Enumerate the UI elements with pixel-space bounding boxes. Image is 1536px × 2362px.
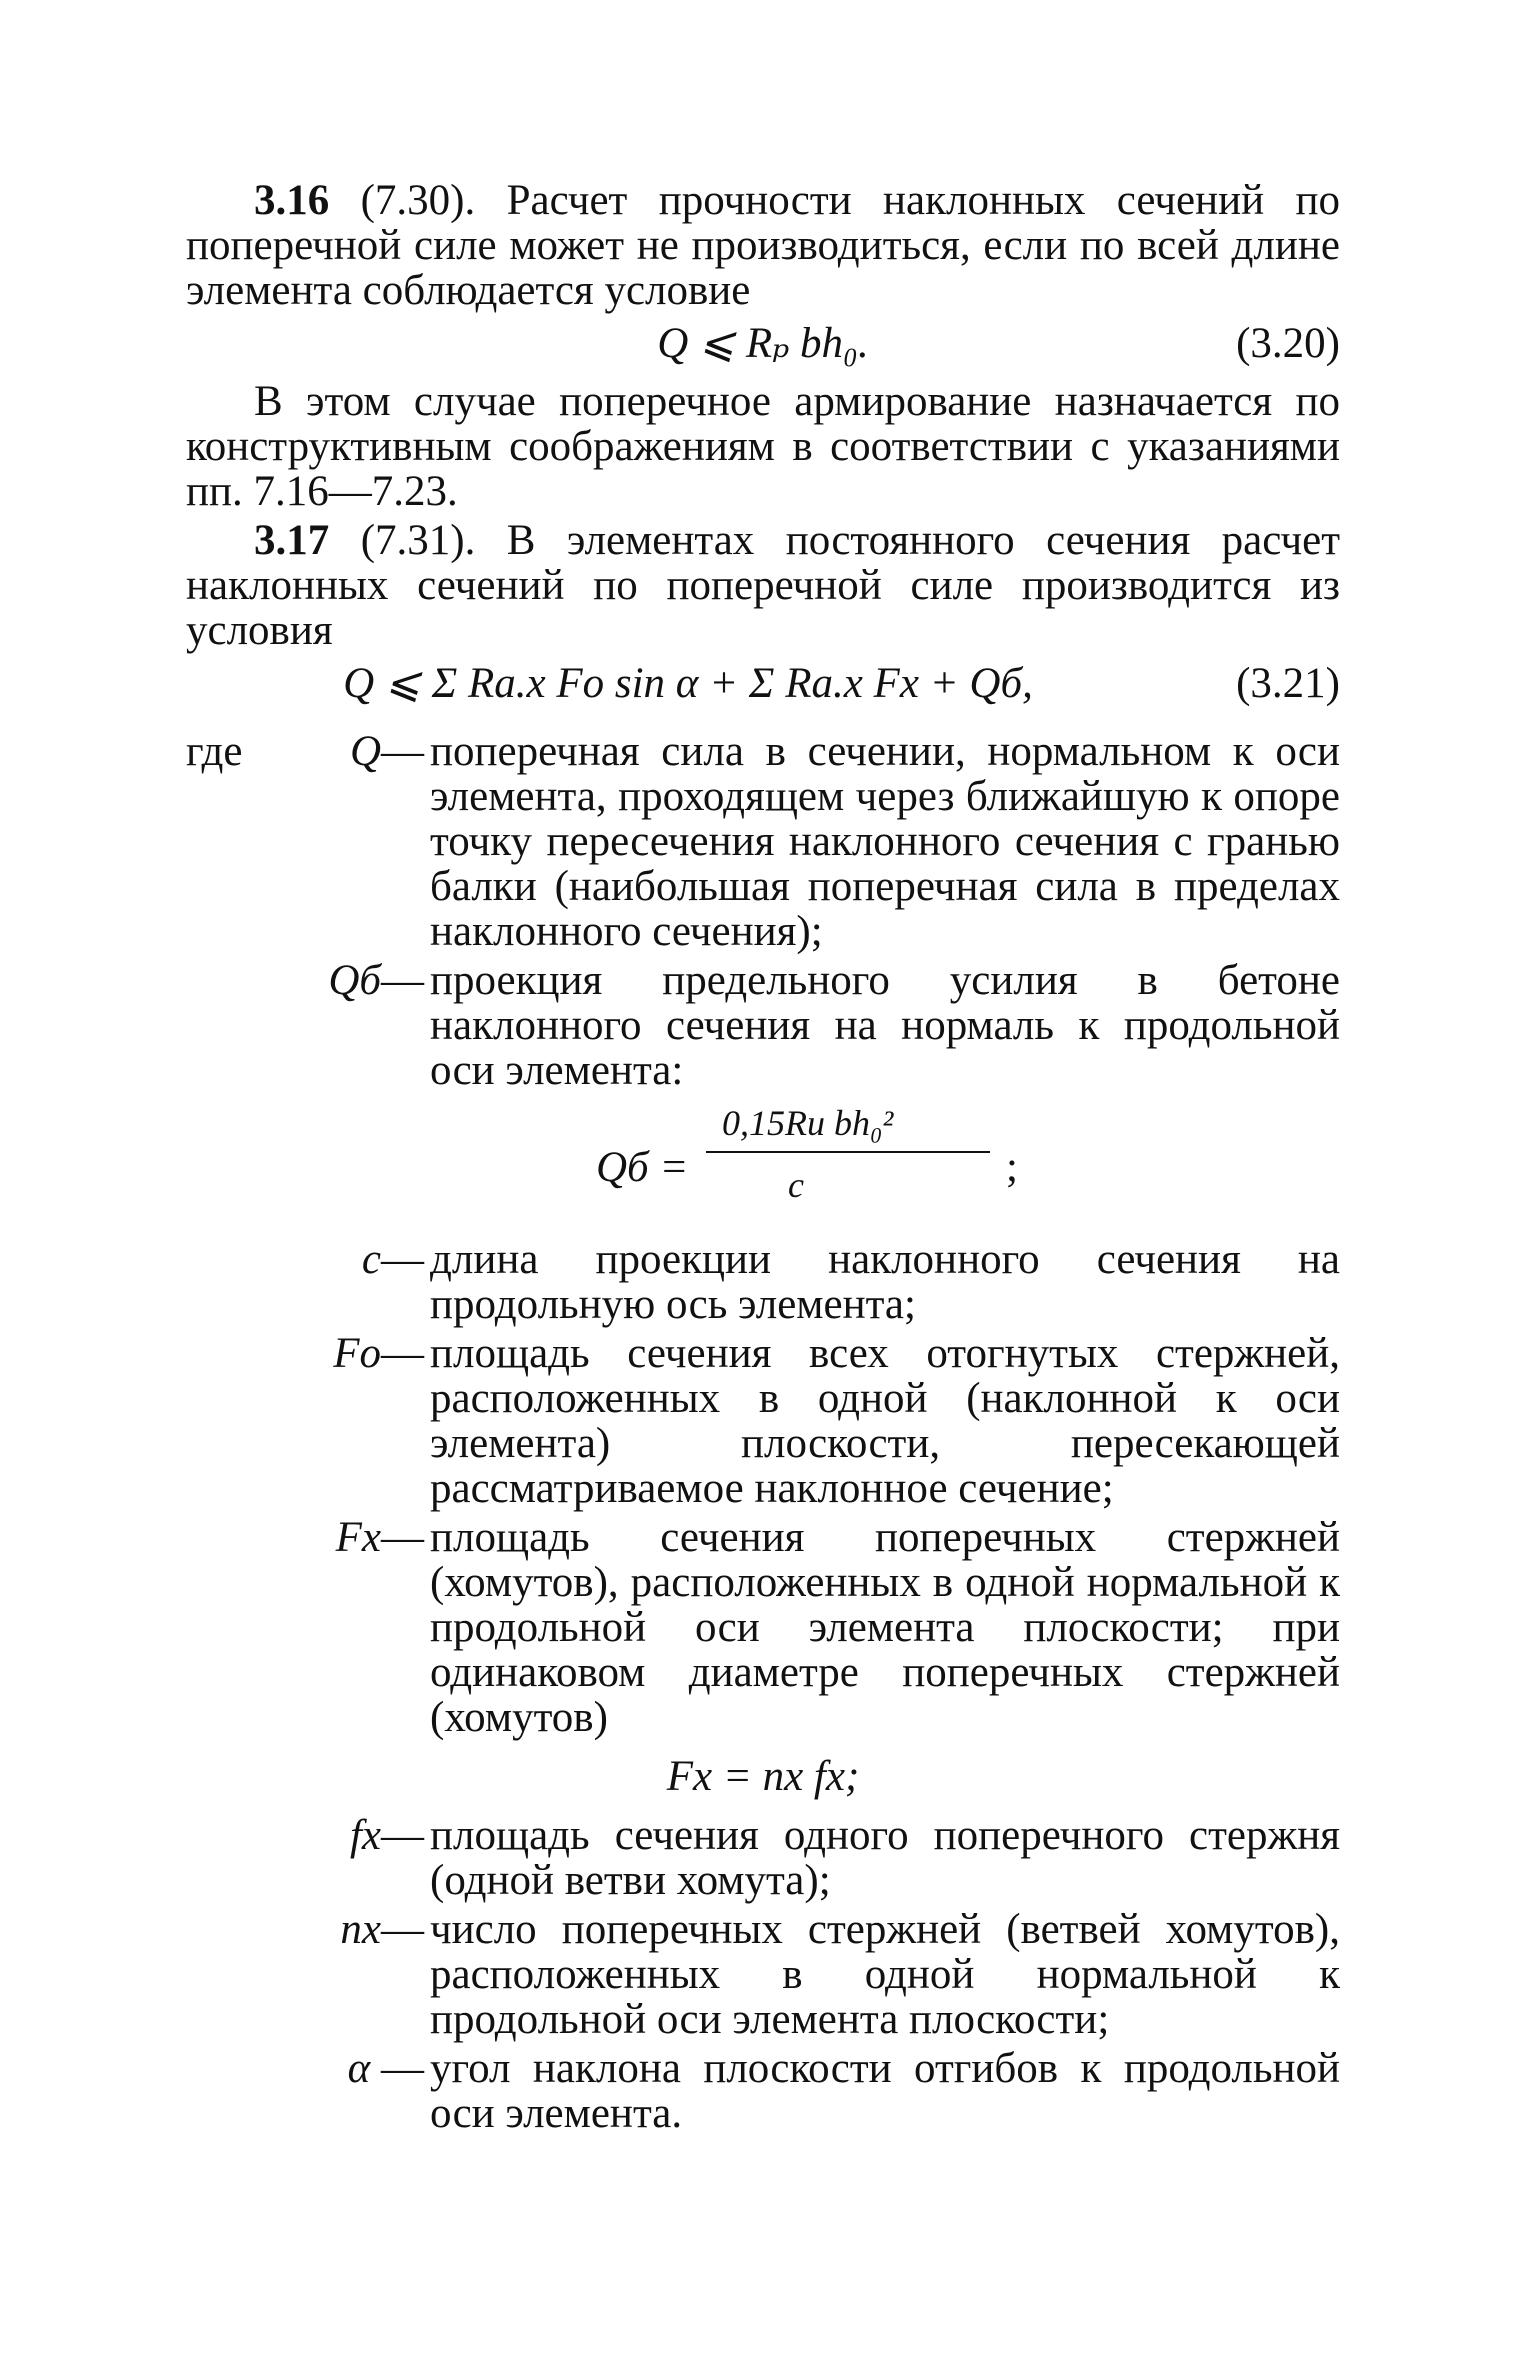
equation-formula: Q ⩽ Σ Rа.х Fо sin α + Σ Rа.х Fх + Qб,	[343, 660, 1033, 707]
definition-item	[186, 958, 1340, 1093]
paragraph-text: В элементах постоянного сечения расчет наклонных сечений по поперечной силе производится из условия	[186, 517, 1341, 654]
definition-item	[186, 1331, 1340, 1511]
definition-text: число поперечных стержней (ветвей хомутов), расположенных в одной нормальной к продольной оси элемента плоскости;	[430, 1906, 1340, 2043]
equation-3-20	[186, 321, 1340, 375]
definition-symbol: fх—	[349, 1812, 424, 1859]
definition-item	[186, 1515, 1340, 1740]
section-number: 3.17	[254, 517, 330, 564]
definitions-list	[186, 729, 1340, 2136]
definition-symbol: c—	[361, 1236, 424, 1283]
fraction-bar	[706, 1151, 990, 1153]
document-page	[186, 178, 1340, 2140]
qb-numerator: 0,15Rи bh₀²	[722, 1103, 894, 1143]
section-number: 3.16	[254, 177, 330, 224]
qb-formula	[186, 1101, 1340, 1231]
definition-text: угол наклона плоскости отгибов к продольной оси элемента.	[430, 2045, 1340, 2137]
qb-lhs: Qб =	[596, 1144, 689, 1191]
definition-text: поперечная сила в сечении, нормальном к оси элемента, проходящем через ближайшую к опоре точку пересечения наклонного сечения с гранью балки (наибольшая поперечная сила в пределах наклонного сечения);	[430, 728, 1340, 955]
paragraph-constructive: В этом случае поперечное армирование назначается по конструктивным соображениям в соответствии с указаниями пп. 7.16—7.23.	[186, 378, 1340, 515]
definition-text: проекция предельного усилия в бетоне наклонного сечения на нормаль к продольной оси элемента:	[430, 957, 1340, 1094]
qb-denominator: c	[788, 1165, 804, 1205]
paragraph-text: Расчет прочности наклонных сечений по поперечной силе может не производиться, если по всей длине элемента соблюдается условие	[186, 177, 1341, 314]
definition-symbol: α —	[347, 2045, 424, 2092]
section-ref: (7.31).	[360, 517, 476, 564]
definition-text: площадь сечения одного поперечного стержня (одной ветви хомута);	[430, 1812, 1340, 1904]
definition-symbol: Fх—	[335, 1514, 424, 1561]
definition-text: площадь сечения поперечных стержней (хомутов), расположенных в одной нормальной к продольной оси элемента плоскости; при одинаковом диаметре поперечных стержней (хомутов)	[430, 1514, 1340, 1741]
definition-item	[186, 1237, 1340, 1327]
definition-text: длина проекции наклонного сечения на продольную ось элемента;	[430, 1236, 1340, 1328]
definition-text: площадь сечения всех отогнутых стержней, расположенных в одной (наклонной к оси элемента) плоскости, пересекающей рассматриваемое наклонное сечение;	[430, 1330, 1340, 1512]
definition-item	[186, 1813, 1340, 1903]
paragraph-3-16	[186, 178, 1340, 313]
section-ref: (7.30).	[360, 177, 476, 224]
equation-3-21	[186, 661, 1340, 715]
definition-symbol: Fо—	[333, 1330, 424, 1377]
fx-formula: Fх = nх fх;	[666, 1753, 860, 1800]
where-label: где	[186, 728, 243, 775]
definition-item	[186, 1907, 1340, 2042]
equation-number: (3.20)	[1236, 320, 1340, 367]
paragraph-3-17	[186, 518, 1340, 653]
definition-item	[186, 2046, 1340, 2136]
equation-formula: Q ⩽ Rₚ bh₀.	[657, 320, 869, 367]
definition-symbol: Qб—	[328, 957, 424, 1004]
qb-suffix: ;	[1006, 1144, 1018, 1191]
definition-item	[186, 729, 1340, 954]
definition-symbol: nх—	[340, 1906, 424, 1953]
definition-symbol: где Q—	[186, 728, 424, 775]
equation-number: (3.21)	[1236, 660, 1340, 707]
